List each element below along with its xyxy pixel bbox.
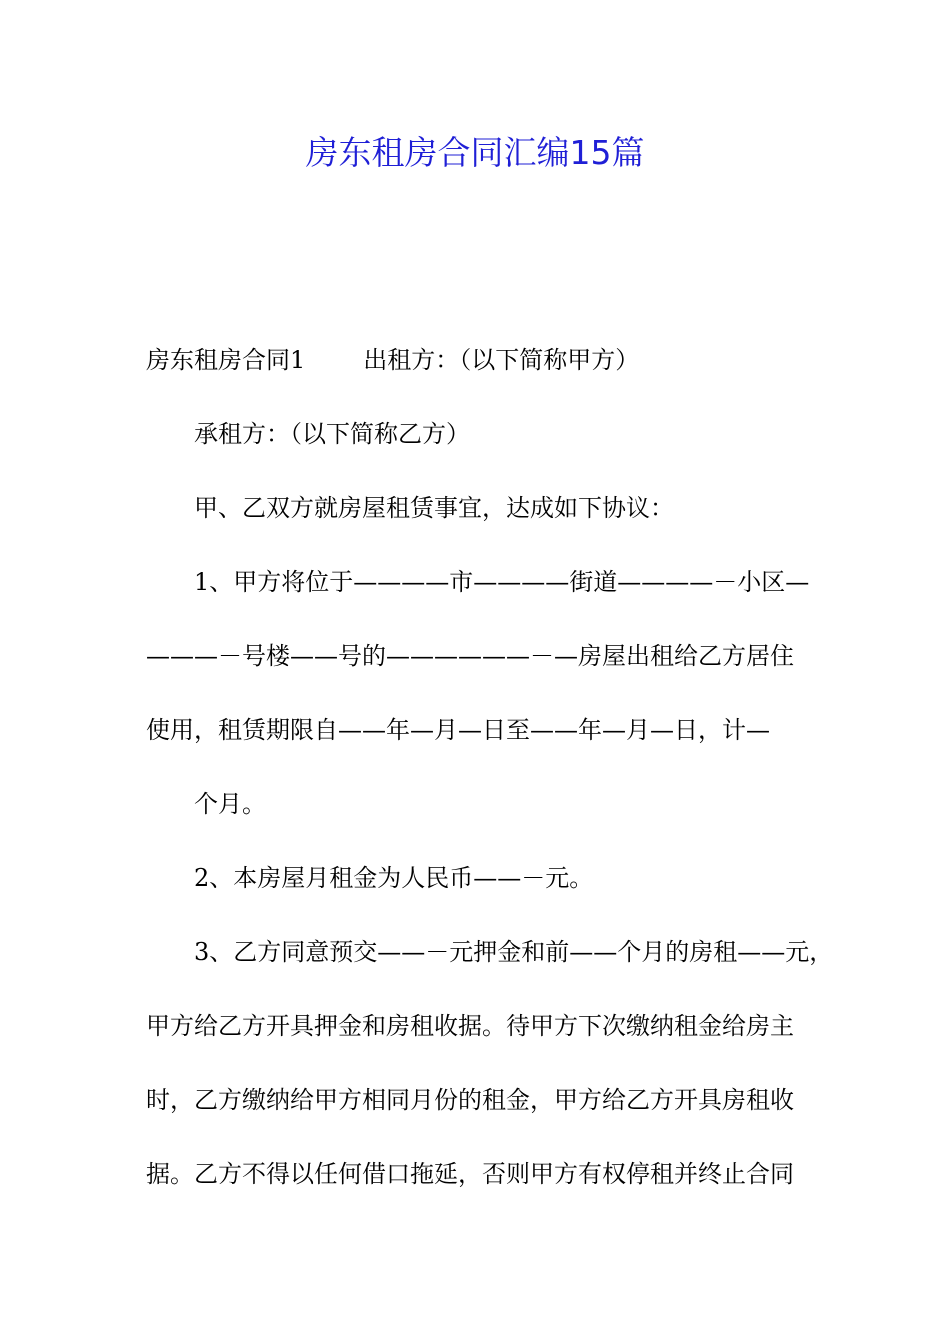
clause-3-line-1: 3、乙方同意预交——－元押金和前——个月的房租——元， [194, 938, 834, 966]
document-title: 房东租房合同汇编15篇 [305, 133, 645, 172]
clause-1-line-2: ———－号楼——号的——————－—房屋出租给乙方居住 [146, 642, 794, 670]
clause-3-line-3: 时，乙方缴纳给甲方相同月份的租金，甲方给乙方开具房租收 [146, 1086, 794, 1114]
contract-line-1 [146, 338, 816, 412]
agreement-intro: 甲、乙双方就房屋租赁事宜，达成如下协议： [194, 494, 674, 522]
clause-2: 2、本房屋月租金为人民币——－元。 [194, 864, 594, 892]
clause-1-line-1: 1、甲方将位于————市————街道————－小区— [194, 568, 810, 596]
clause-1-line-4: 个月。 [194, 790, 266, 818]
lessor-line: 出租方：（以下简称甲方） [363, 346, 640, 374]
clause-3-line-2: 甲方给乙方开具押金和房租收据。待甲方下次缴纳租金给房主 [146, 1012, 794, 1040]
contract-body [146, 338, 834, 1226]
lessee-line: 承租方：（以下简称乙方） [194, 420, 470, 448]
section-heading: 房东租房合同1 [146, 346, 306, 374]
clause-3-line-4: 据。乙方不得以任何借口拖延，否则甲方有权停租并终止合同 [146, 1160, 794, 1188]
clause-1-line-3: 使用，租赁期限自——年—月—日至——年—月—日，计— [146, 716, 770, 744]
